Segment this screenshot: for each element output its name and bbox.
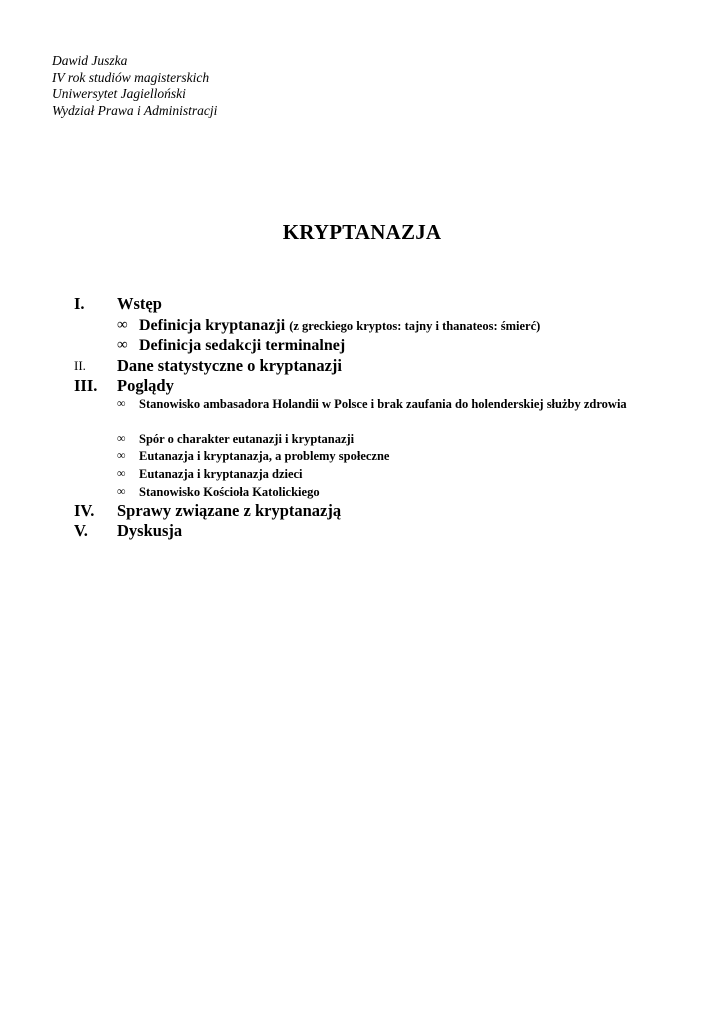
infinity-bullet-icon: ∞ [117,337,128,353]
document-title: KRYPTANAZJA [282,220,442,244]
section-heading: Dane statystyczne o kryptanazji [117,356,343,375]
infinity-bullet-icon: ∞ [117,317,128,333]
infinity-bullet-icon: ∞ [117,448,126,462]
section-heading: Dyskusja [117,521,183,540]
section-numeral: III. [74,376,98,395]
section-heading: Sprawy związane z kryptanazją [117,501,342,520]
author-university: Uniwersytet Jagielloński [52,86,186,101]
section-numeral: I. [74,294,85,313]
section-heading: Poglądy [117,376,174,395]
infinity-bullet-icon: ∞ [117,484,126,498]
subitem-note: (z greckiego kryptos: tajny i thanateos: śmierć) [289,319,541,333]
section-numeral: IV. [74,501,95,520]
subitem-text: Eutanazja i kryptanazja, a problemy społeczne [139,449,390,463]
infinity-bullet-icon: ∞ [117,431,126,445]
author-study-year: IV rok studiów magisterskich [52,69,210,85]
section-numeral: V. [74,521,88,540]
subitem-text: Definicja sedakcji terminalnej [139,337,346,354]
subitem-text: Stanowisko ambasadora Holandii w Polsce i brak zaufania do holenderskiej służby zdrowia [139,397,627,411]
author-faculty: Wydział Prawa i Administracji [52,102,218,118]
subitem-text: Eutanazja i kryptanazja dzieci [139,467,303,481]
section-numeral: II. [74,358,86,373]
author-name: Dawid Juszka [52,53,128,68]
infinity-bullet-icon: ∞ [117,466,126,480]
subitem-text: Spór o charakter eutanazji i kryptanazji [139,432,355,446]
subitem-text [139,317,540,335]
subitem-text: Stanowisko Kościoła Katolickiego [139,485,320,499]
infinity-bullet-icon: ∞ [117,396,126,410]
subitem-label: Definicja kryptanazji [139,317,286,334]
section-heading: Wstęp [117,294,162,313]
